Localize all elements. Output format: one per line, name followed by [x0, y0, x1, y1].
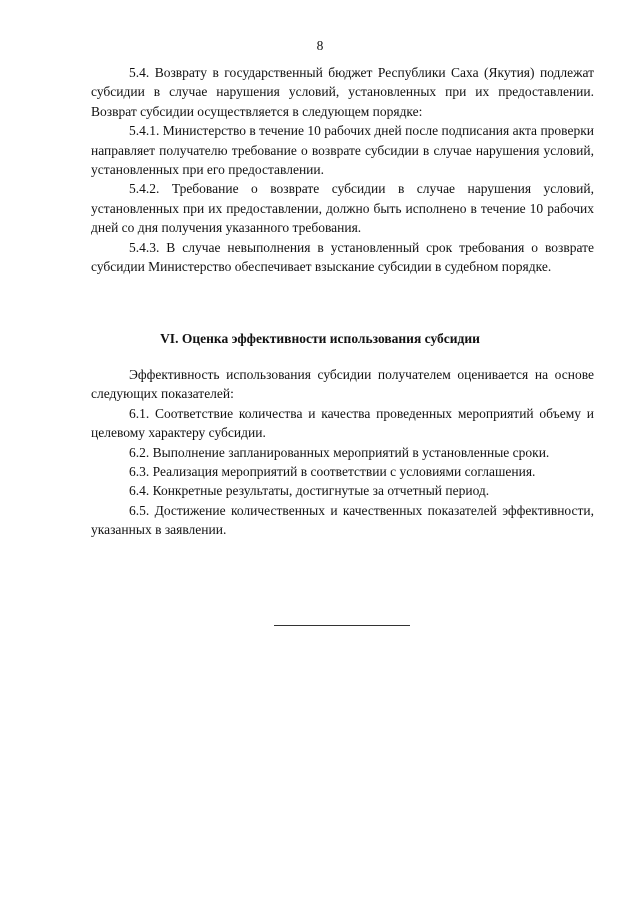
paragraph-6-4: 6.4. Конкретные результаты, достигнутые за отчетный период.	[129, 483, 490, 499]
paragraph-6-intro: Эффективность использования субсидии получателем оценивается на основе следующих показателей:	[91, 367, 594, 402]
paragraph-5-4-1: 5.4.1. Министерство в течение 10 рабочих дней после подписания акта проверки направляет получателю требование о возврате субсидии в случае нарушения условий, установленных при его предоставлении.	[91, 123, 594, 178]
paragraph-6-3: 6.3. Реализация мероприятий в соответствии с условиями соглашения.	[129, 464, 536, 480]
paragraph-6-2: 6.2. Выполнение запланированных мероприятий в установленные сроки.	[129, 444, 550, 460]
section-6-text	[91, 365, 594, 540]
paragraph-5-4: 5.4. Возврату в государственный бюджет Республики Саха (Якутия) подлежат субсидии в случае нарушения условий, установленных при их предоставлении. Возврат субсидии осуществляется в следующем порядке:	[91, 65, 594, 119]
paragraph-6-5: 6.5. Достижение количественных и качественных показателей эффективности, указанных в заявлении.	[91, 502, 594, 538]
paragraph-5-4-3: 5.4.3. В случае невыполнения в установленный срок требования о возврате субсидии Министерство обеспечивает взыскание субсидии в судебном порядке.	[91, 239, 594, 275]
page-number: 8	[316, 38, 324, 53]
section-5-text	[91, 63, 594, 276]
paragraph-6-1: 6.1. Соответствие количества и качества проведенных мероприятий объему и целевому характеру субсидии.	[91, 405, 594, 441]
section-6-heading: VI. Оценка эффективности использования субсидии	[160, 331, 480, 346]
end-separator-line	[274, 625, 410, 626]
paragraph-5-4-2: 5.4.2. Требование о возврате субсидии в случае нарушения условий, установленных при их предоставлении, должно быть исполнено в течение 10 рабочих дней со дня получения указанного требования.	[91, 181, 594, 236]
